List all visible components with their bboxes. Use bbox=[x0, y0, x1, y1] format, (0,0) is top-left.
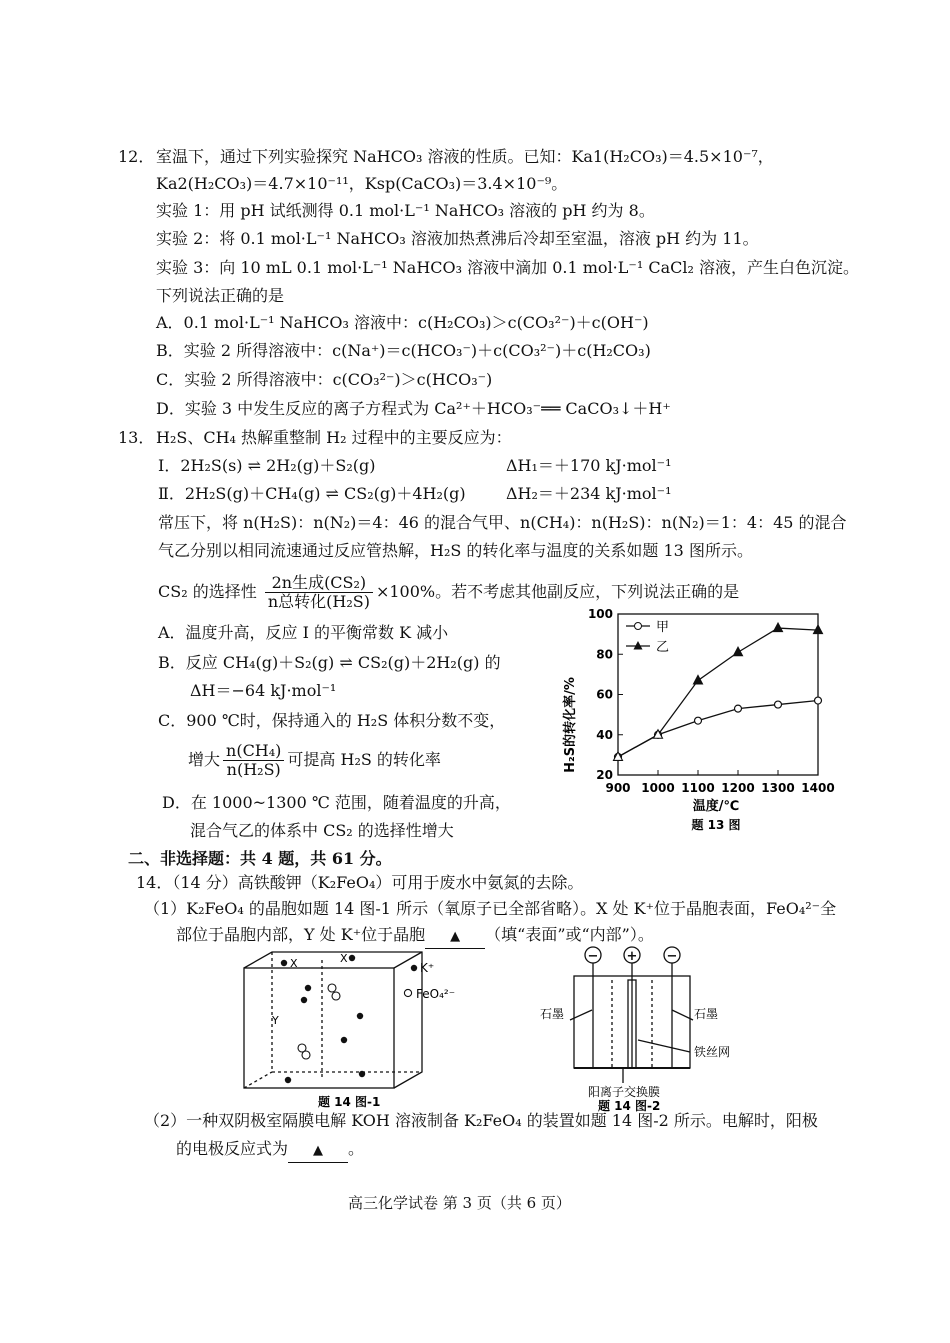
fig14-2-membrane: 阳离子交换膜 bbox=[588, 1085, 661, 1099]
q13-reaction-2-enthalpy: ΔH₂＝＋234 kJ·mol⁻¹ bbox=[506, 484, 672, 503]
q13-number: 13． bbox=[118, 428, 155, 447]
q12-option-d: D．实验 3 中发生反应的离子方程式为 Ca²⁺＋HCO₃⁻══ CaCO₃↓＋H⁺ bbox=[156, 399, 671, 418]
selectivity-fraction bbox=[265, 574, 373, 611]
chart-y-axis-label: H₂S的转化率/% bbox=[563, 677, 578, 773]
q14-answer-blank-2[interactable]: ▲ bbox=[288, 1138, 348, 1163]
q13-option-c-line1: C．900 ℃时，保持通入的 H₂S 体积分数不变， bbox=[158, 711, 506, 730]
x-tick-label: 1400 bbox=[801, 781, 835, 795]
fig14-1-crystal-cell bbox=[236, 948, 466, 1110]
fig14-2-sign-mid: + bbox=[626, 949, 638, 964]
fig14-1-label-x2: X bbox=[340, 952, 348, 965]
option-c-prefix: 增大 bbox=[188, 750, 221, 769]
y-tick-label: 20 bbox=[596, 768, 613, 782]
option-c-denominator: n(H₂S) bbox=[226, 760, 281, 779]
q13-option-d-line1: D．在 1000~1300 ℃ 范围，随着温度的升高， bbox=[162, 793, 511, 812]
q14-heading: 14．（14 分）高铁酸钾（K₂FeO₄）可用于废水中氨氮的去除。 bbox=[136, 873, 584, 892]
q12-option-c: C．实验 2 所得溶液中：c(CO₃²⁻)＞c(HCO₃⁻) bbox=[156, 370, 493, 389]
selectivity-numerator: 2n生成(CS₂) bbox=[265, 574, 373, 593]
q14-part1-prefix: 部位于晶胞内部，Y 处 K⁺位于晶胞 bbox=[176, 925, 426, 944]
chart-frame bbox=[618, 614, 818, 775]
q13-stem: H₂S、CH₄ 热解重整制 H₂ 过程中的主要反应为： bbox=[156, 428, 512, 447]
q13-conditions-line2: 气乙分别以相同流速通过反应管热解，H₂S 的转化率与温度的关系如题 13 图所示。 bbox=[158, 541, 753, 560]
data-point-甲 bbox=[735, 705, 742, 712]
q12-option-b: B．实验 2 所得溶液中：c(Na⁺)＝c(HCO₃⁻)＋c(CO₃²⁻)＋c(H₂CO₃) bbox=[156, 341, 651, 360]
q13-reaction-2: Ⅱ．2H₂S(g)＋CH₄(g) ⇌ CS₂(g)＋4H₂(g) bbox=[158, 484, 466, 503]
q12-stem-line1: 室温下，通过下列实验探究 NaHCO₃ 溶液的性质。已知：Ka1(H₂CO₃)＝4.5×10⁻⁷， bbox=[156, 147, 774, 166]
series-line-乙 bbox=[618, 628, 818, 757]
fig14-1-legend-k: K⁺ bbox=[420, 961, 435, 975]
x-tick-label: 1200 bbox=[721, 781, 755, 795]
legend-marker-甲 bbox=[635, 623, 642, 630]
x-tick-label: 1300 bbox=[761, 781, 795, 795]
q14-part2-line2 bbox=[176, 1138, 364, 1163]
q12-experiment-2: 实验 2：将 0.1 mol·L⁻¹ NaHCO₃ 溶液加热煮沸后冷却至室温，溶液 pH 约为 11。 bbox=[156, 229, 759, 248]
q12-experiment-3: 实验 3：向 10 mL 0.1 mol·L⁻¹ NaHCO₃ 溶液中滴加 0.1 mol·L⁻¹ CaCl₂ 溶液，产生白色沉淀。 bbox=[156, 258, 859, 277]
data-point-乙 bbox=[774, 623, 783, 632]
series-line-甲 bbox=[618, 701, 818, 757]
selectivity-denominator: n总转化(H₂S) bbox=[267, 592, 370, 611]
fig14-2-caption: 题 14 图-2 bbox=[598, 1099, 661, 1113]
data-point-乙 bbox=[694, 675, 703, 684]
q13-conditions-line1: 常压下，将 n(H₂S)：n(N₂)＝4：46 的混合气甲、n(CH₄)：n(H₂S)：n(N₂)＝1：4：45 的混合 bbox=[158, 513, 847, 532]
q14-part1-suffix: （填“表面”或“内部”）。 bbox=[485, 925, 654, 944]
y-tick-label: 60 bbox=[596, 687, 613, 702]
fig14-1-legend-feo4: FeO₄²⁻ bbox=[416, 987, 456, 1001]
q14-answer-blank-1[interactable]: ▲ bbox=[425, 924, 485, 949]
fig14-1-label-x: X bbox=[290, 957, 298, 970]
option-c-numerator: n(CH₄) bbox=[223, 742, 284, 761]
y-tick-label: 80 bbox=[596, 647, 613, 662]
q12-ask: 下列说法正确的是 bbox=[156, 286, 285, 305]
selectivity-suffix: ×100%。若不考虑其他副反应，下列说法正确的是 bbox=[375, 582, 740, 601]
page-footer: 高三化学试卷 第 3 页（共 6 页） bbox=[348, 1194, 571, 1212]
q12-stem-line2: Ka2(H₂CO₃)＝4.7×10⁻¹¹，Ksp(CaCO₃)＝3.4×10⁻⁹。 bbox=[156, 174, 568, 193]
data-point-甲 bbox=[695, 717, 702, 724]
fig14-2-iron-mesh: 铁丝网 bbox=[694, 1045, 731, 1059]
fig14-2-electrolysis-cell bbox=[530, 940, 770, 1115]
q14-part1-line1: （1）K₂FeO₄ 的晶胞如题 14 图-1 所示（氧原子已全部省略）。X 处 K⁺位于晶胞表面，FeO₄²⁻全 bbox=[144, 899, 837, 918]
q13-option-c-line2 bbox=[188, 740, 441, 780]
selectivity-prefix: CS₂ 的选择性 bbox=[158, 582, 257, 601]
q14-part2-prefix: 的电极反应式为 bbox=[176, 1139, 289, 1158]
q12-number: 12． bbox=[118, 147, 155, 166]
legend-label-乙: 乙 bbox=[656, 640, 670, 655]
q13-option-d-line2: 混合气乙的体系中 CS₂ 的选择性增大 bbox=[190, 821, 454, 840]
y-tick-label: 40 bbox=[596, 727, 613, 742]
option-c-fraction bbox=[223, 742, 284, 779]
x-tick-label: 900 bbox=[605, 781, 631, 795]
q13-reaction-1-enthalpy: ΔH₁＝＋170 kJ·mol⁻¹ bbox=[506, 456, 672, 475]
chart-title: 题 13 图 bbox=[691, 818, 741, 832]
x-tick-label: 1100 bbox=[681, 781, 715, 795]
fig14-1-caption: 题 14 图-1 bbox=[318, 1095, 381, 1109]
q14-part2-line1: （2）一种双阴极室隔膜电解 KOH 溶液制备 K₂FeO₄ 的装置如题 14 图-2 所示。电解时，阳极 bbox=[144, 1111, 818, 1130]
fig14-2-sign-right: − bbox=[666, 949, 678, 964]
fig14-2-graphite-right: 石墨 bbox=[694, 1007, 719, 1021]
data-point-甲 bbox=[815, 697, 822, 704]
q13-option-b-line2: ΔH＝−64 kJ·mol⁻¹ bbox=[190, 681, 337, 700]
option-c-suffix: 可提高 H₂S 的转化率 bbox=[287, 750, 441, 769]
q12-option-a: A．0.1 mol·L⁻¹ NaHCO₃ 溶液中：c(H₂CO₃)＞c(CO₃²⁻)＋c(OH⁻) bbox=[156, 313, 649, 332]
q13-conversion-chart bbox=[556, 600, 846, 840]
q13-option-b-line1: B．反应 CH₄(g)＋S₂(g) ⇌ CS₂(g)＋2H₂(g) 的 bbox=[158, 653, 501, 672]
q14-part2-suffix: 。 bbox=[348, 1139, 365, 1158]
fig14-2-sign-left: − bbox=[587, 949, 599, 964]
q12-experiment-1: 实验 1：用 pH 试纸测得 0.1 mol·L⁻¹ NaHCO₃ 溶液的 pH 约为 8。 bbox=[156, 201, 655, 220]
data-point-乙 bbox=[734, 647, 743, 656]
q13-option-a: A．温度升高，反应 Ⅰ 的平衡常数 K 减小 bbox=[158, 623, 449, 642]
fig14-1-label-y: Y bbox=[272, 1014, 279, 1027]
x-tick-label: 1000 bbox=[641, 781, 675, 795]
section-2-heading: 二、非选择题：共 4 题，共 61 分。 bbox=[128, 849, 392, 868]
y-tick-label: 100 bbox=[587, 607, 613, 621]
data-point-甲 bbox=[775, 701, 782, 708]
legend-marker-乙 bbox=[634, 641, 643, 650]
chart-x-axis-label: 温度/℃ bbox=[692, 799, 740, 814]
q13-reaction-1: Ⅰ．2H₂S(s) ⇌ 2H₂(g)＋S₂(g) bbox=[158, 456, 376, 475]
legend-label-甲: 甲 bbox=[656, 620, 670, 635]
fig14-2-graphite-left: 石墨 bbox=[540, 1007, 565, 1021]
